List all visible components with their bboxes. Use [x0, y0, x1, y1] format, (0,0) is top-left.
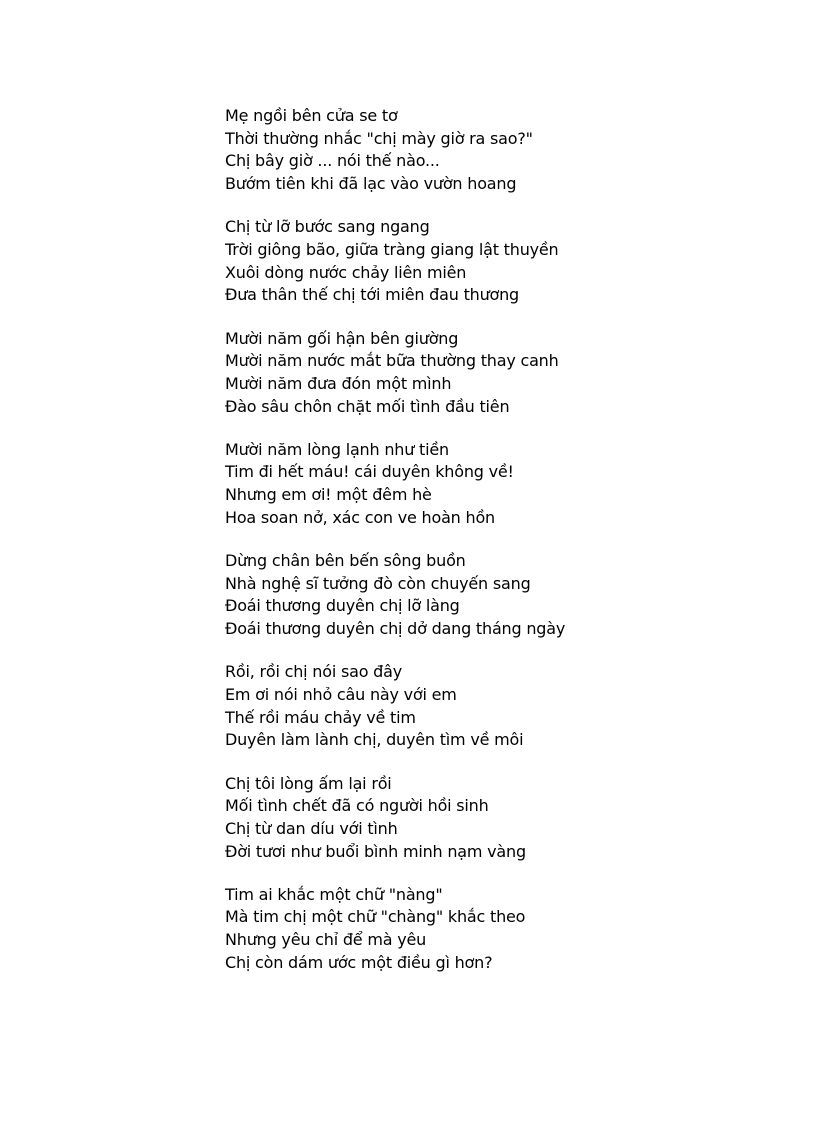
poem-line: Chị còn dám ước một điều gì hơn? [225, 952, 493, 972]
poem-line: Tim ai khắc một chữ "nàng" [225, 884, 443, 904]
poem-line: Nhưng em ơi! một đêm hè [225, 485, 432, 505]
poem-line: Chị từ lỡ bước sang ngang [225, 217, 430, 237]
poem-line: Chị tôi lòng ấm lại rồi [225, 773, 392, 793]
poem-line: Mười năm lòng lạnh như tiền [225, 439, 449, 459]
poem-line: Chị từ dan díu với tình [225, 818, 398, 838]
poem-line: Chị bây giờ ... nói thế nào... [225, 151, 440, 171]
poem-line: Mà tim chị một chữ "chàng" khắc theo [225, 907, 526, 927]
poem-line: Mối tình chết đã có người hồi sinh [225, 796, 489, 816]
stanza-7 [225, 773, 745, 864]
poem [225, 105, 745, 995]
poem-line: Em ơi nói nhỏ câu này với em [225, 684, 457, 704]
stanza-6 [225, 661, 745, 752]
poem-line: Dừng chân bên bến sông buồn [225, 551, 466, 570]
poem-line: Mười năm gối hận bên giường [225, 328, 459, 348]
poem-line: Đoái thương duyên chị dở dang tháng ngày [225, 619, 566, 639]
poem-line: Đoái thương duyên chị lỡ làng [225, 596, 460, 616]
poem-line: Thế rồi máu chảy về tim [225, 707, 416, 727]
stanza-2 [225, 216, 745, 307]
stanza-3 [225, 328, 745, 419]
poem-line: Đào sâu chôn chặt mối tình đầu tiên [225, 396, 510, 416]
poem-line: Đời tươi như buổi bình minh nạm vàng [225, 841, 526, 861]
stanza-8 [225, 884, 745, 975]
poem-line: Rồi, rồi chị nói sao đây [225, 662, 402, 682]
poem-line: Trời giông bão, giữa tràng giang lật thuyền [225, 239, 559, 259]
poem-line: Duyên làm lành chị, duyên tìm về môi [225, 730, 524, 750]
poem-line: Nhưng yêu chỉ để mà yêu [225, 930, 427, 950]
poem-line: Bướm tiên khi đã lạc vào vườn hoang [225, 174, 517, 194]
stanza-5 [225, 550, 745, 641]
stanza-4 [225, 439, 745, 530]
poem-line: Nhà nghệ sĩ tưởng đò còn chuyến sang [225, 573, 531, 593]
poem-line: Thời thường nhắc "chị mày giờ ra sao?" [225, 128, 533, 148]
poem-line: Xuôi dòng nước chảy liên miên [225, 262, 467, 282]
stanza-1 [225, 105, 745, 196]
poem-line: Đưa thân thế chị tới miên đau thương [225, 285, 520, 305]
poem-line: Mười năm đưa đón một mình [225, 373, 452, 393]
poem-line: Mẹ ngồi bên cửa se tơ [225, 106, 398, 125]
poem-line: Mười năm nước mắt bữa thường thay canh [225, 351, 559, 371]
poem-line: Hoa soan nở, xác con ve hoàn hồn [225, 507, 495, 527]
poem-line: Tim đi hết máu! cái duyên không về! [225, 462, 514, 482]
